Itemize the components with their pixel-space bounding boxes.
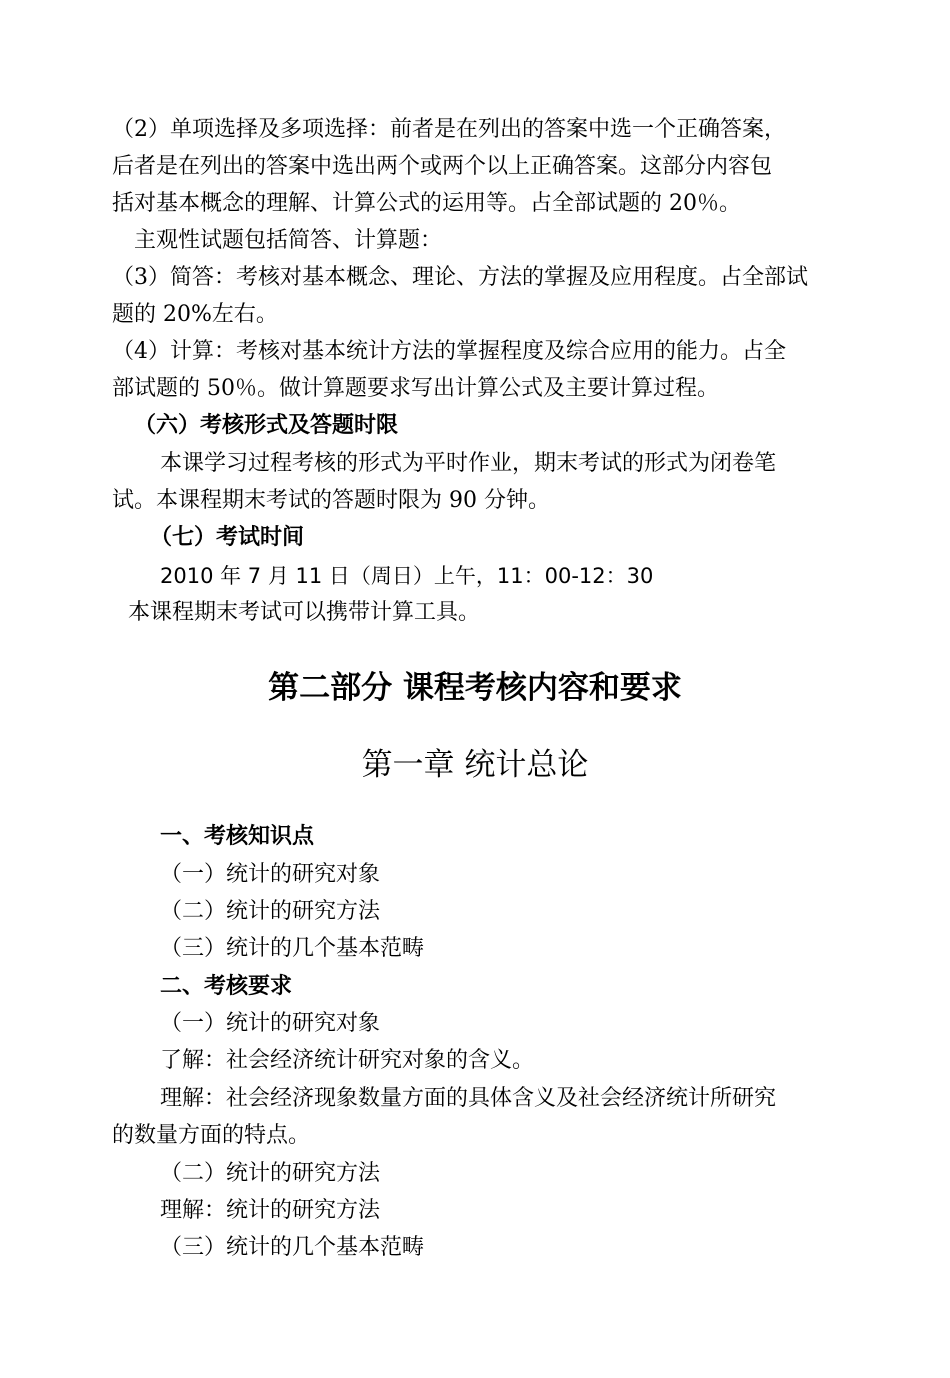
subjective-intro: 主观性试题包括简答、计算题： — [134, 228, 443, 253]
requirement-sub3-title: （三）统计的几个基本范畴 — [160, 1235, 425, 1260]
item2-line-1: （2）单项选择及多项选择：前者是在列出的答案中选一个正确答案， — [112, 117, 786, 142]
requirement-sub1-understand: 了解：社会经济统计研究对象的含义。 — [160, 1048, 535, 1073]
part2-title: 第二部分 课程考核内容和要求 — [268, 670, 682, 706]
knowledge-points-heading: 一、考核知识点 — [160, 824, 315, 849]
knowledge-point-item: （一）统计的研究对象 — [160, 862, 381, 887]
knowledge-point-item: （二）统计的研究方法 — [160, 899, 381, 924]
item2-line-2: 后者是在列出的答案中选出两个或两个以上正确答案。这部分内容包 — [112, 154, 773, 179]
item4-line-1: （4）计算：考核对基本统计方法的掌握程度及综合应用的能力。占全 — [112, 339, 786, 364]
requirement-sub2-comprehend: 理解：统计的研究方法 — [160, 1198, 381, 1223]
requirement-sub1-comprehend-line-1: 理解：社会经济现象数量方面的具体含义及社会经济统计所研究 — [160, 1086, 777, 1111]
chapter1-title: 第一章 统计总论 — [361, 747, 589, 783]
section6-line-2: 试。本课程期末考试的答题时限为 90 分钟。 — [112, 488, 550, 513]
requirement-sub2-title: （二）统计的研究方法 — [160, 1161, 381, 1186]
section6-line-1: 本课学习过程考核的形式为平时作业，期末考试的形式为闭卷笔 — [160, 451, 777, 476]
requirement-sub1-title: （一）统计的研究对象 — [160, 1011, 381, 1036]
requirement-sub1-comprehend-line-2: 的数量方面的特点。 — [112, 1123, 311, 1148]
item4-line-2: 部试题的 50％。做计算题要求写出计算公式及主要计算过程。 — [112, 376, 719, 401]
item3-line-1: （3）简答：考核对基本概念、理论、方法的掌握及应用程度。占全部试 — [112, 265, 808, 290]
section6-heading: （六）考核形式及答题时限 — [134, 413, 399, 438]
calculator-note: 本课程期末考试可以携带计算工具。 — [128, 600, 481, 625]
exam-time: 2010 年 7 月 11 日（周日）上午，11：00-12：30 — [160, 564, 654, 588]
item3-line-2: 题的 20%左右。 — [112, 302, 278, 327]
knowledge-point-item: （三）统计的几个基本范畴 — [160, 936, 425, 961]
item2-line-3: 括对基本概念的理解、计算公式的运用等。占全部试题的 20％。 — [112, 191, 741, 216]
requirements-heading: 二、考核要求 — [160, 974, 293, 999]
section7-heading: （七）考试时间 — [150, 525, 305, 550]
